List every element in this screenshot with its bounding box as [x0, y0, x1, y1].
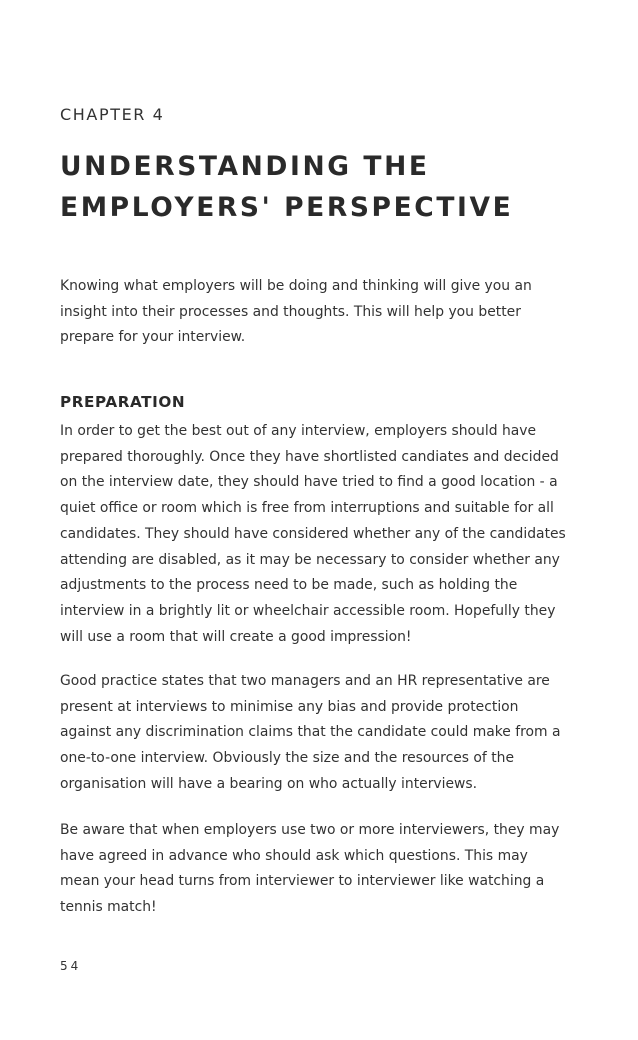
text-line: insight into their processes and thoughts. This will help you better [60, 303, 521, 320]
text-line: quiet office or room which is free from interruptions and suitable for all [60, 500, 554, 517]
text-line: attending are disabled, as it may be necessary to consider whether any [60, 551, 560, 568]
section-heading: PREPARATION [60, 393, 186, 411]
text-line: one-to-one interview. Obviously the size and the resources of the [60, 750, 515, 767]
text-line: present at interviews to minimise any bias and provide protection [60, 698, 519, 715]
text-line: Be aware that when employers use two or more interviewers, they may [60, 822, 560, 838]
chapter-title-line: UNDERSTANDING THE [60, 151, 430, 182]
text-line: Good practice states that two managers and an HR representative are [60, 673, 550, 689]
body-paragraph [60, 818, 585, 921]
body-paragraph [60, 419, 585, 650]
text-line: prepare for your interview. [60, 329, 246, 346]
text-line: adjustments to the process need to be made, such as holding the [60, 577, 518, 594]
text-line: organisation will have a bearing on who actually interviews. [60, 775, 478, 792]
intro-paragraph [60, 274, 585, 351]
text-line: candidates. They should have considered whether any of the candidates [60, 525, 566, 542]
text-line: In order to get the best out of any interview, employers should have [60, 423, 537, 439]
chapter-label: CHAPTER 4 [60, 105, 165, 124]
page-number: 54 [60, 959, 82, 973]
text-line: prepared thoroughly. Once they have shortlisted candiates and decided [60, 448, 559, 465]
text-line: will use a room that will create a good impression! [60, 628, 412, 645]
text-line: interview in a brightly lit or wheelchair accessible room. Hopefully they [60, 602, 556, 619]
text-line: have agreed in advance who should ask which questions. This may [60, 847, 528, 864]
body-paragraph [60, 669, 585, 798]
chapter-title [60, 146, 513, 228]
text-line: mean your head turns from interviewer to interviewer like watching a [60, 873, 545, 890]
chapter-title-line: EMPLOYERS' PERSPECTIVE [60, 192, 514, 223]
text-line: tennis match! [60, 899, 157, 916]
text-line: against any discrimination claims that the candidate could make from a [60, 724, 561, 741]
text-line: Knowing what employers will be doing and thinking will give you an [60, 278, 532, 294]
text-line: on the interview date, they should have tried to find a good location - a [60, 474, 558, 491]
